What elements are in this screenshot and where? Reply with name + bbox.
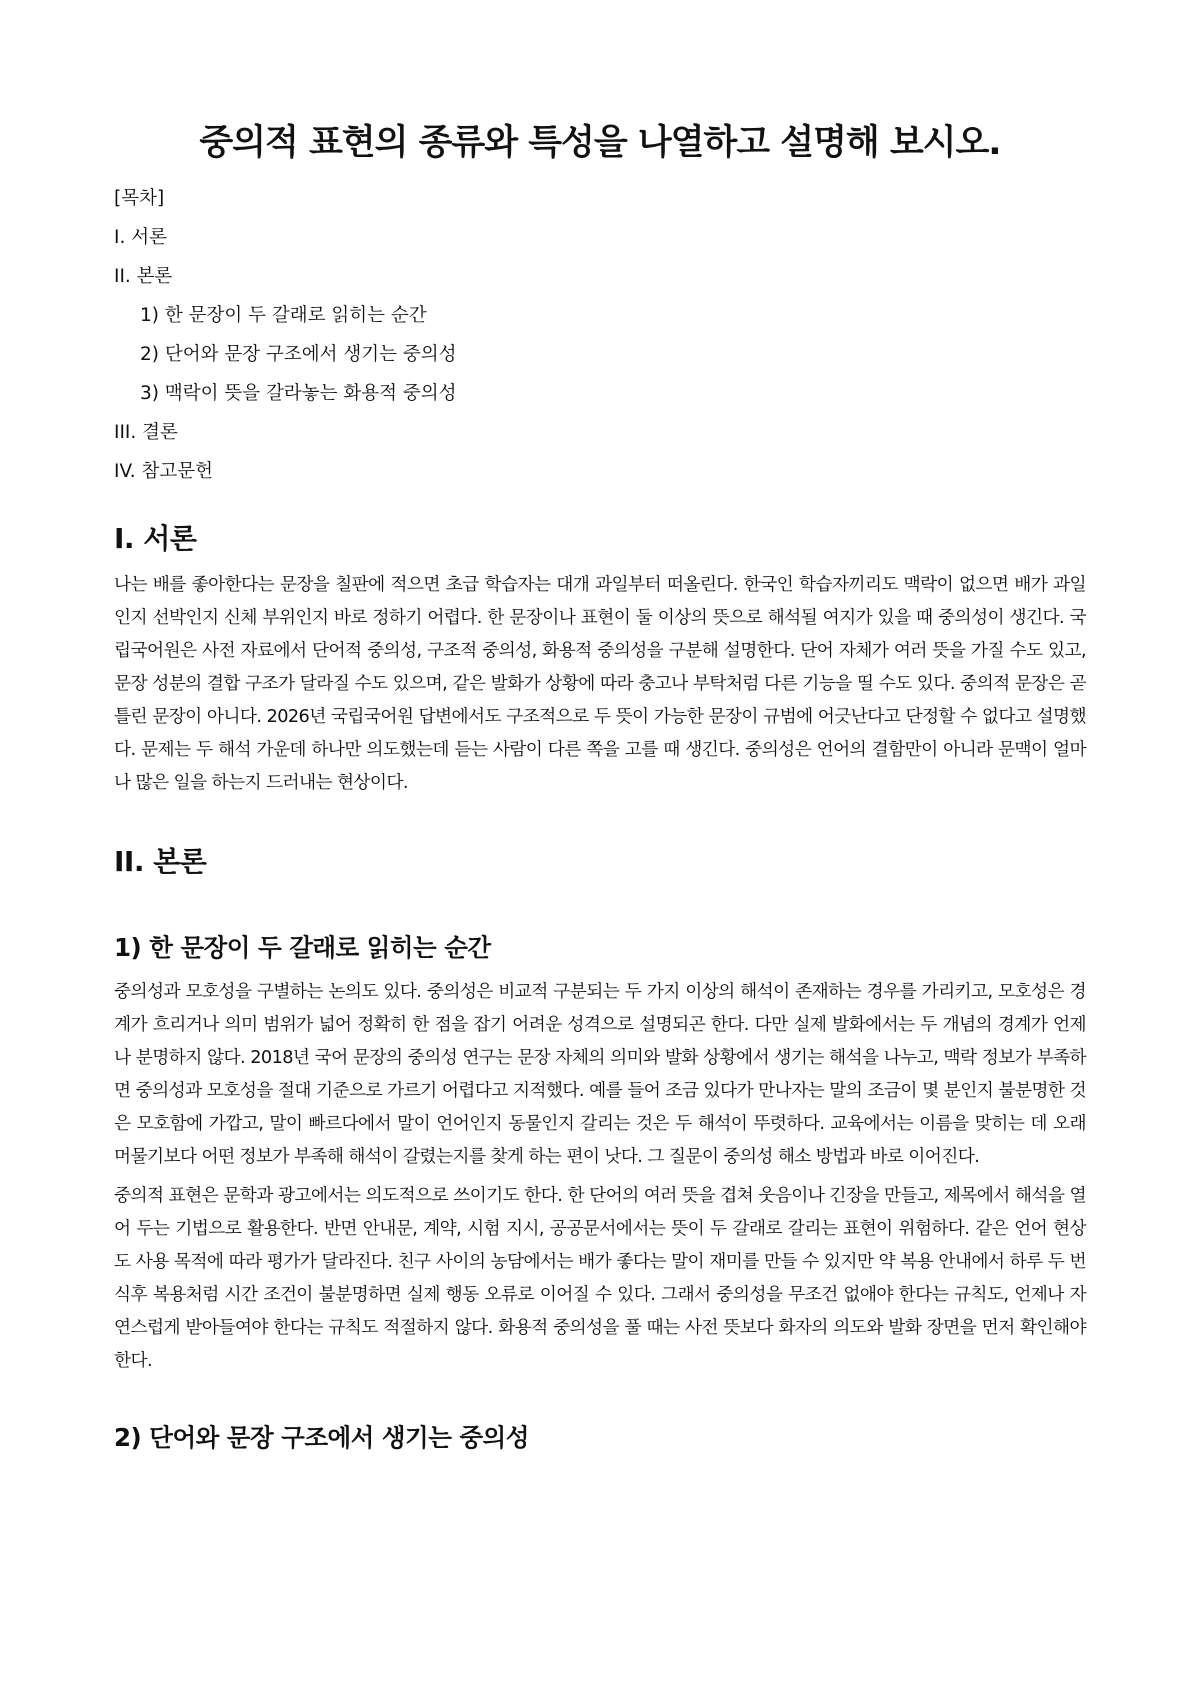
toc-label: [목차]: [114, 188, 165, 209]
toc-item-body-sub2: 2) 단어와 문장 구조에서 생기는 중의성: [140, 344, 457, 365]
toc-item-body-sub1: 1) 한 문장이 두 갈래로 읽히는 순간: [140, 305, 427, 326]
table-of-contents: [114, 186, 1086, 484]
subsection-heading-1: 1) 한 문장이 두 갈래로 읽히는 순간: [114, 933, 491, 962]
subsection-1-paragraph-1: 중의성과 모호성을 구별하는 논의도 있다. 중의성은 비교적 구분되는 두 가지 이상의 해석이 존재하는 경우를 가리키고, 모호성은 경계가 흐리거나 의미 범위가 넓어 정확히 한 점을 잡기 어려운 성격으로 설명되곤 한다. 다만 실제 발화에서는 두 개념의 경계가 언제나 분명하지 않다. 2018년 국어 문장의 중의성 연구는 문장 자체의 의미와 발화 상황에서 생기는 해석을 나누고, 맥락 정보가 부족하면 중의성과 모호성을 절대 기준으로 가르기 어렵다고 지적했다. 예를 들어 조금 있다가 만나자는 말의 조금이 몇 분인지 불분명한 것은 모호함에 가깝고, 말이 빠르다에서 말이 언어인지 동물인지 갈리는 것은 두 해석이 뚜렷하다. 교육에서는 이름을 맞히는 데 오래 머물기보다 어떤 정보가 부족해 해석이 갈렸는지를 찾게 하는 편이 낫다. 그 질문이 중의성 해소 방법과 바로 이어진다.: [114, 982, 1086, 1167]
toc-item-intro: I. 서론: [114, 227, 167, 248]
subsection-heading-2: 2) 단어와 문장 구조에서 생기는 중의성: [114, 1423, 529, 1452]
section-heading-body: II. 본론: [114, 845, 207, 878]
toc-item-conclusion: III. 결론: [114, 422, 178, 443]
toc-item-body-sub3: 3) 맥락이 뜻을 갈라놓는 화용적 중의성: [140, 383, 457, 404]
subsection-1-paragraph-2: 중의적 표현은 문학과 광고에서는 의도적으로 쓰이기도 한다. 한 단어의 여러 뜻을 겹쳐 웃음이나 긴장을 만들고, 제목에서 해석을 열어 두는 기법으로 활용한다. 반면 안내문, 계약, 시험 지시, 공공문서에서는 뜻이 두 갈래로 갈리는 표현이 위험하다. 같은 언어 현상도 사용 목적에 따라 평가가 달라진다. 친구 사이의 농담에서는 배가 좋다는 말이 재미를 만들 수 있지만 약 복용 안내에서 하루 두 번 식후 복용처럼 시간 조건이 불분명하면 실제 행동 오류로 이어질 수 있다. 그래서 중의성을 무조건 없애야 한다는 규칙도, 언제나 자연스럽게 받아들여야 한다는 규칙도 적절하지 않다. 화용적 중의성을 풀 때는 사전 뜻보다 화자의 의도와 발화 장면을 먼저 확인해야 한다.: [114, 1186, 1086, 1371]
toc-item-body: II. 본론: [114, 266, 173, 287]
toc-item-references: IV. 참고문헌: [114, 461, 213, 482]
intro-paragraph: 나는 배를 좋아한다는 문장을 칠판에 적으면 초급 학습자는 대개 과일부터 떠올린다. 한국인 학습자끼리도 맥락이 없으면 배가 과일인지 선박인지 신체 부위인지 바로 정하기 어렵다. 한 문장이나 표현이 둘 이상의 뜻으로 해석될 여지가 있을 때 중의성이 생긴다. 국립국어원은 사전 자료에서 단어적 중의성, 구조적 중의성, 화용적 중의성을 구분해 설명한다. 단어 자체가 여러 뜻을 가질 수도 있고, 문장 성분의 결합 구조가 달라질 수도 있으며, 같은 발화가 상황에 따라 충고나 부탁처럼 다른 기능을 띨 수도 있다. 중의적 문장은 곧 틀린 문장이 아니다. 2026년 국립국어원 답변에서도 구조적으로 두 뜻이 가능한 문장이 규범에 어긋난다고 단정할 수 없다고 설명했다. 문제는 두 해석 가운데 하나만 의도했는데 듣는 사람이 다른 쪽을 고를 때 생긴다. 중의성은 언어의 결함만이 아니라 문맥이 얼마나 많은 일을 하는지 드러내는 현상이다.: [114, 575, 1086, 793]
section-heading-intro: I. 서론: [114, 522, 197, 555]
document-title: 중의적 표현의 종류와 특성을 나열하고 설명해 보시오.: [199, 123, 1001, 163]
